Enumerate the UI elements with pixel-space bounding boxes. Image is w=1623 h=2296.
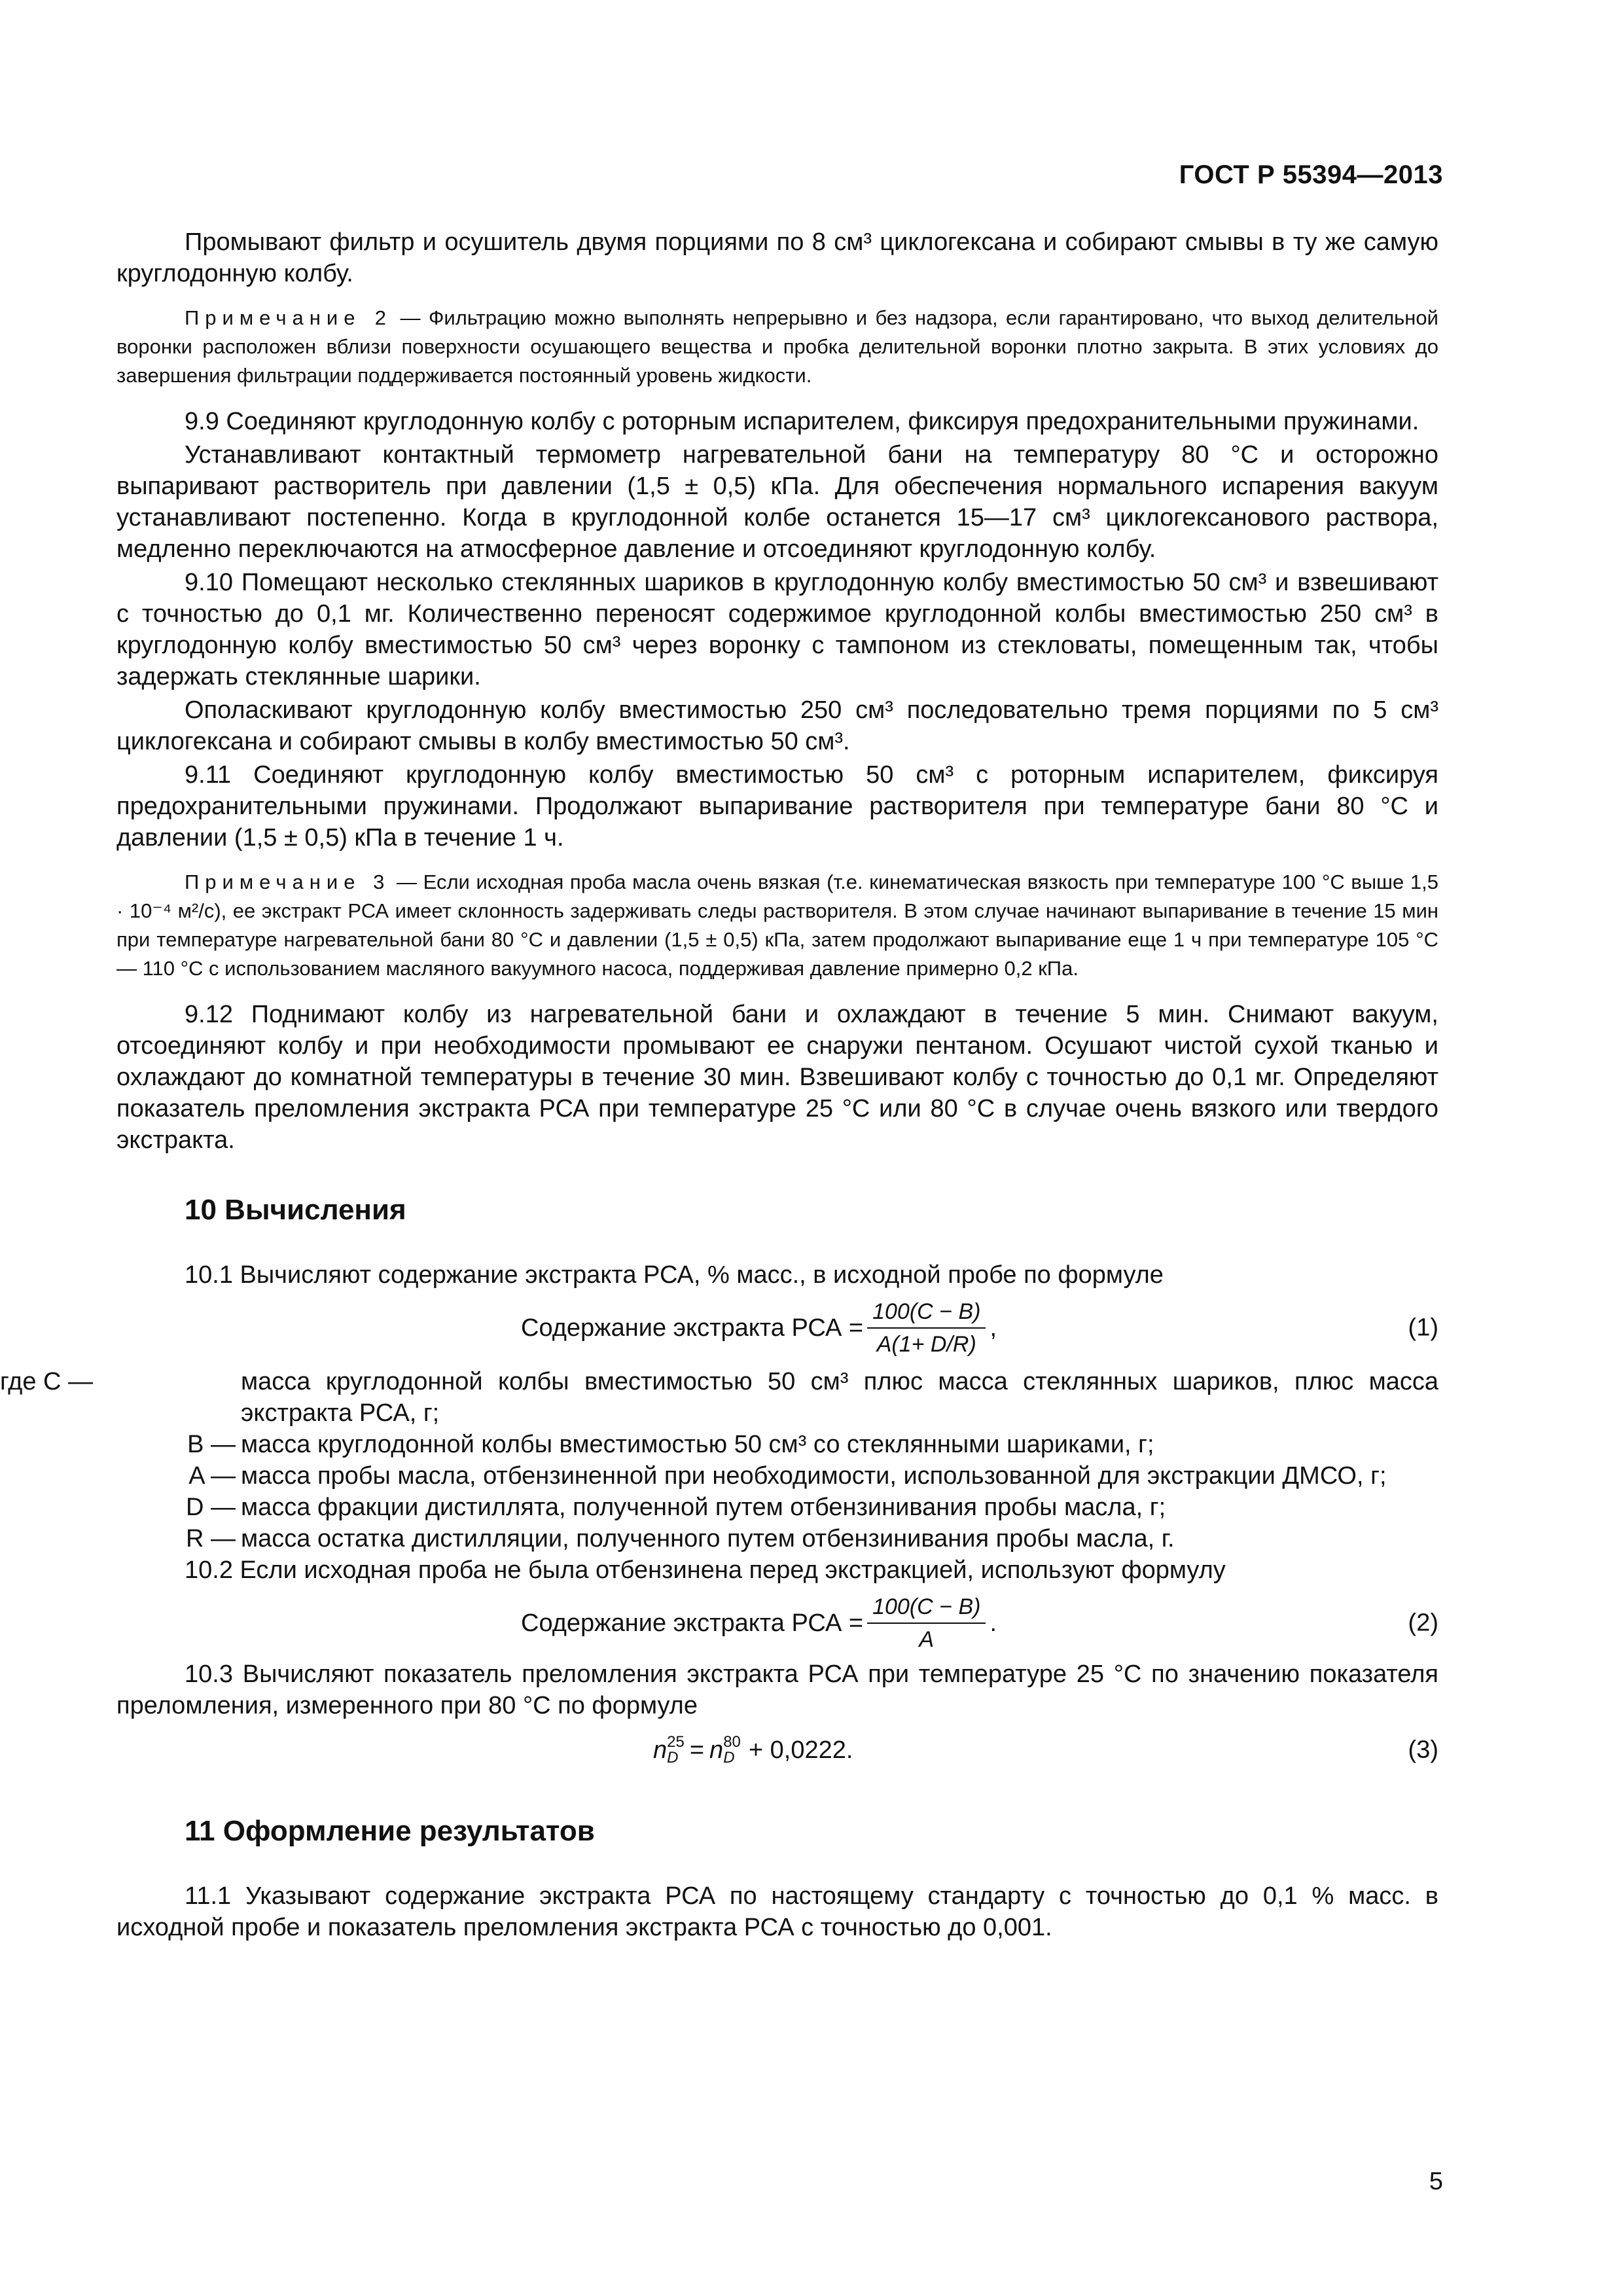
fraction [867, 1299, 986, 1357]
paragraph-10-1: 10.1 Вычисляют содержание экстракта РСА, % масс., в исходной пробе по формуле [185, 1261, 1164, 1289]
note-text: — Если исходная проба масла очень вязкая (т.е. кинематическая вязкость при температуре 100 °С выше 1,5 · 10⁻⁴ м²/с), ее экстракт РСА имеет склонность задерживать следы растворителя. В этом случае начинают выпаривание в течение 15 мин при температуре нагревательной бани 80 °С и давлении (1,5 ± 0,5) кПа, затем продолжают выпаривание еще 1 ч при температуре 105 °С — 110 °С с использованием масляного вакуумного насоса, поддерживая давление примерно 0,2 кПа. [116, 870, 1438, 980]
formula-subscript: D [667, 1749, 679, 1767]
fraction [867, 1594, 986, 1653]
definition-item [116, 1429, 1438, 1460]
paragraph-9-9-continued: Устанавливают контактный термометр нагревательной бани на температуру 80 °С и осторожно выпаривают растворитель при давлении (1,5 ± 0,5) кПа. Для обеспечения нормального испарения вакуум устанавливают постепенно. Когда в круглодонной колбе останется 15—17 см³ циклогексанового раствора, медленно переключаются на атмосферное давление и отсоединяют круглодонную колбу. [116, 441, 1438, 563]
definition-term: где C — [0, 1368, 94, 1395]
formula-lhs: Содержание экстракта РСА = [521, 1314, 864, 1342]
fraction-denominator: A [919, 1627, 935, 1652]
definition-text: масса круглодонной колбы вместимостью 50 см³ со стеклянными шариками, г; [241, 1431, 1154, 1458]
formula-subscript: D [723, 1749, 735, 1767]
note-label: Примечание 2 [185, 306, 393, 329]
definition-text: масса фракции дистиллята, полученной путем отбензинивания пробы масла, г; [241, 1494, 1166, 1521]
definition-text: масса остатка дистилляции, полученного путем отбензинивания пробы масла, г. [241, 1525, 1175, 1552]
paragraph-9-12: 9.12 Поднимают колбу из нагревательной бани и охлаждают в течение 5 мин. Снимают вакуум, отсоединяют колбу и при необходимости промывают ее снаружи пентаном. Осушают чистой сухой тканью и охлаждают до комнатной температуры в течение 30 мин. Взвешивают колбу с точностью до 0,1 мг. Определяют показатель преломления экстракта РСА при температуре 25 °С или 80 °С в случае очень вязкого или твердого экстракта. [116, 1001, 1438, 1154]
paragraph-11-1: 11.1 Указывают содержание экстракта РСА по настоящему стандарту с точностью до 0,1 % масс. в исходной пробе и показатель преломления экстракта РСА с точностью до 0,001. [116, 1882, 1438, 1941]
note-text: — Фильтрацию можно выполнять непрерывно и без надзора, если гарантировано, что выход делительной воронки расположен вблизи поверхности осушающего вещества и пробка делительной воронки плотно закрыта. В этих условиях до завершения фильтрации поддерживается постоянный уровень жидкости. [116, 306, 1438, 387]
definition-term: A — [188, 1462, 236, 1490]
definition-term: D — [186, 1494, 236, 1521]
formula-superscript: 25 [667, 1733, 685, 1751]
paragraph-9-10-continued: Ополаскивают круглодонную колбу вместимостью 250 см³ последовательно тремя порциями по 5 см³ циклогексана и собирают смывы в колбу вместимостью 50 см³. [116, 696, 1438, 755]
paragraph-filter-wash: Промывают фильтр и осушитель двумя порциями по 8 см³ циклогексана и собирают смывы в ту же самую круглодонную колбу. [116, 228, 1438, 287]
formula-2 [116, 1588, 1438, 1659]
definition-term: R — [186, 1525, 236, 1552]
formula-equals: = [689, 1736, 705, 1764]
formula-1 [116, 1293, 1438, 1363]
equation-number: (2) [1408, 1609, 1438, 1637]
paragraph-9-11: 9.11 Соединяют круглодонную колбу вместимостью 50 см³ с роторным испарителем, фиксируя предохранительными пружинами. Продолжают выпаривание растворителя при температуре бани 80 °С и давлении (1,5 ± 0,5) кПа в течение 1 ч. [116, 761, 1438, 852]
note-2 [116, 304, 1438, 390]
document-body [0, 226, 1438, 1945]
paragraph-10-3: 10.3 Вычисляют показатель преломления экстракта РСА при температуре 25 °С по значению показателя преломления, измеренного при 80 °С по формуле [116, 1660, 1438, 1719]
definition-item [116, 1492, 1438, 1523]
document-id: ГОСТ Р 55394—2013 [1179, 160, 1443, 189]
paragraph-9-10: 9.10 Помещают несколько стеклянных шариков в круглодонную колбу вместимостью 50 см³ и взвешивают с точностью до 0,1 мг. Количественно переносят содержимое круглодонной колбы вместимостью 250 см³ в круглодонную колбу вместимостью 50 см³ через воронку с тампоном из стекловаты, помещенным так, чтобы задержать стеклянные шарики. [116, 569, 1438, 691]
formula-3 [116, 1723, 1438, 1777]
definition-item [116, 1523, 1438, 1554]
definition-item [0, 1366, 1438, 1429]
definition-item [116, 1460, 1438, 1492]
note-label: Примечание 3 [185, 870, 391, 893]
fraction-denominator: A(1+ D/R) [876, 1332, 976, 1357]
definition-list [0, 1366, 1438, 1554]
paragraph-9-9: 9.9 Соединяют круглодонную колбу с роторным испарителем, фиксируя предохранительными пружинами. [185, 408, 1419, 435]
equation-number: (3) [1408, 1736, 1438, 1764]
formula-lhs: Содержание экстракта РСА = [521, 1609, 864, 1637]
formula-n: n [709, 1736, 724, 1764]
section-heading-10: 10 Вычисления [185, 1194, 406, 1226]
formula-tail: + 0,0222. [748, 1736, 853, 1764]
page-number: 5 [1429, 2168, 1443, 2195]
formula-superscript: 80 [723, 1733, 741, 1751]
fraction-numerator: 100(C − B) [867, 1299, 986, 1329]
paragraph-10-2: 10.2 Если исходная проба не была отбензинена перед экстракцией, используют формулу [185, 1556, 1226, 1584]
formula-tail: , [990, 1314, 997, 1342]
formula-tail: . [990, 1609, 997, 1637]
fraction-numerator: 100(C − B) [867, 1594, 986, 1624]
note-3 [116, 868, 1438, 983]
definition-text: масса пробы масла, отбензиненной при необходимости, использованной для экстракции ДМСО, г; [241, 1462, 1387, 1490]
formula-n: n [653, 1736, 668, 1764]
section-heading-11: 11 Оформление результатов [185, 1815, 595, 1847]
definition-text: масса круглодонной колбы вместимостью 50 см³ плюс масса стеклянных шариков, плюс масса экстракта РСА, г; [241, 1368, 1438, 1427]
equation-number: (1) [1408, 1314, 1438, 1342]
definition-term: B — [187, 1431, 236, 1458]
